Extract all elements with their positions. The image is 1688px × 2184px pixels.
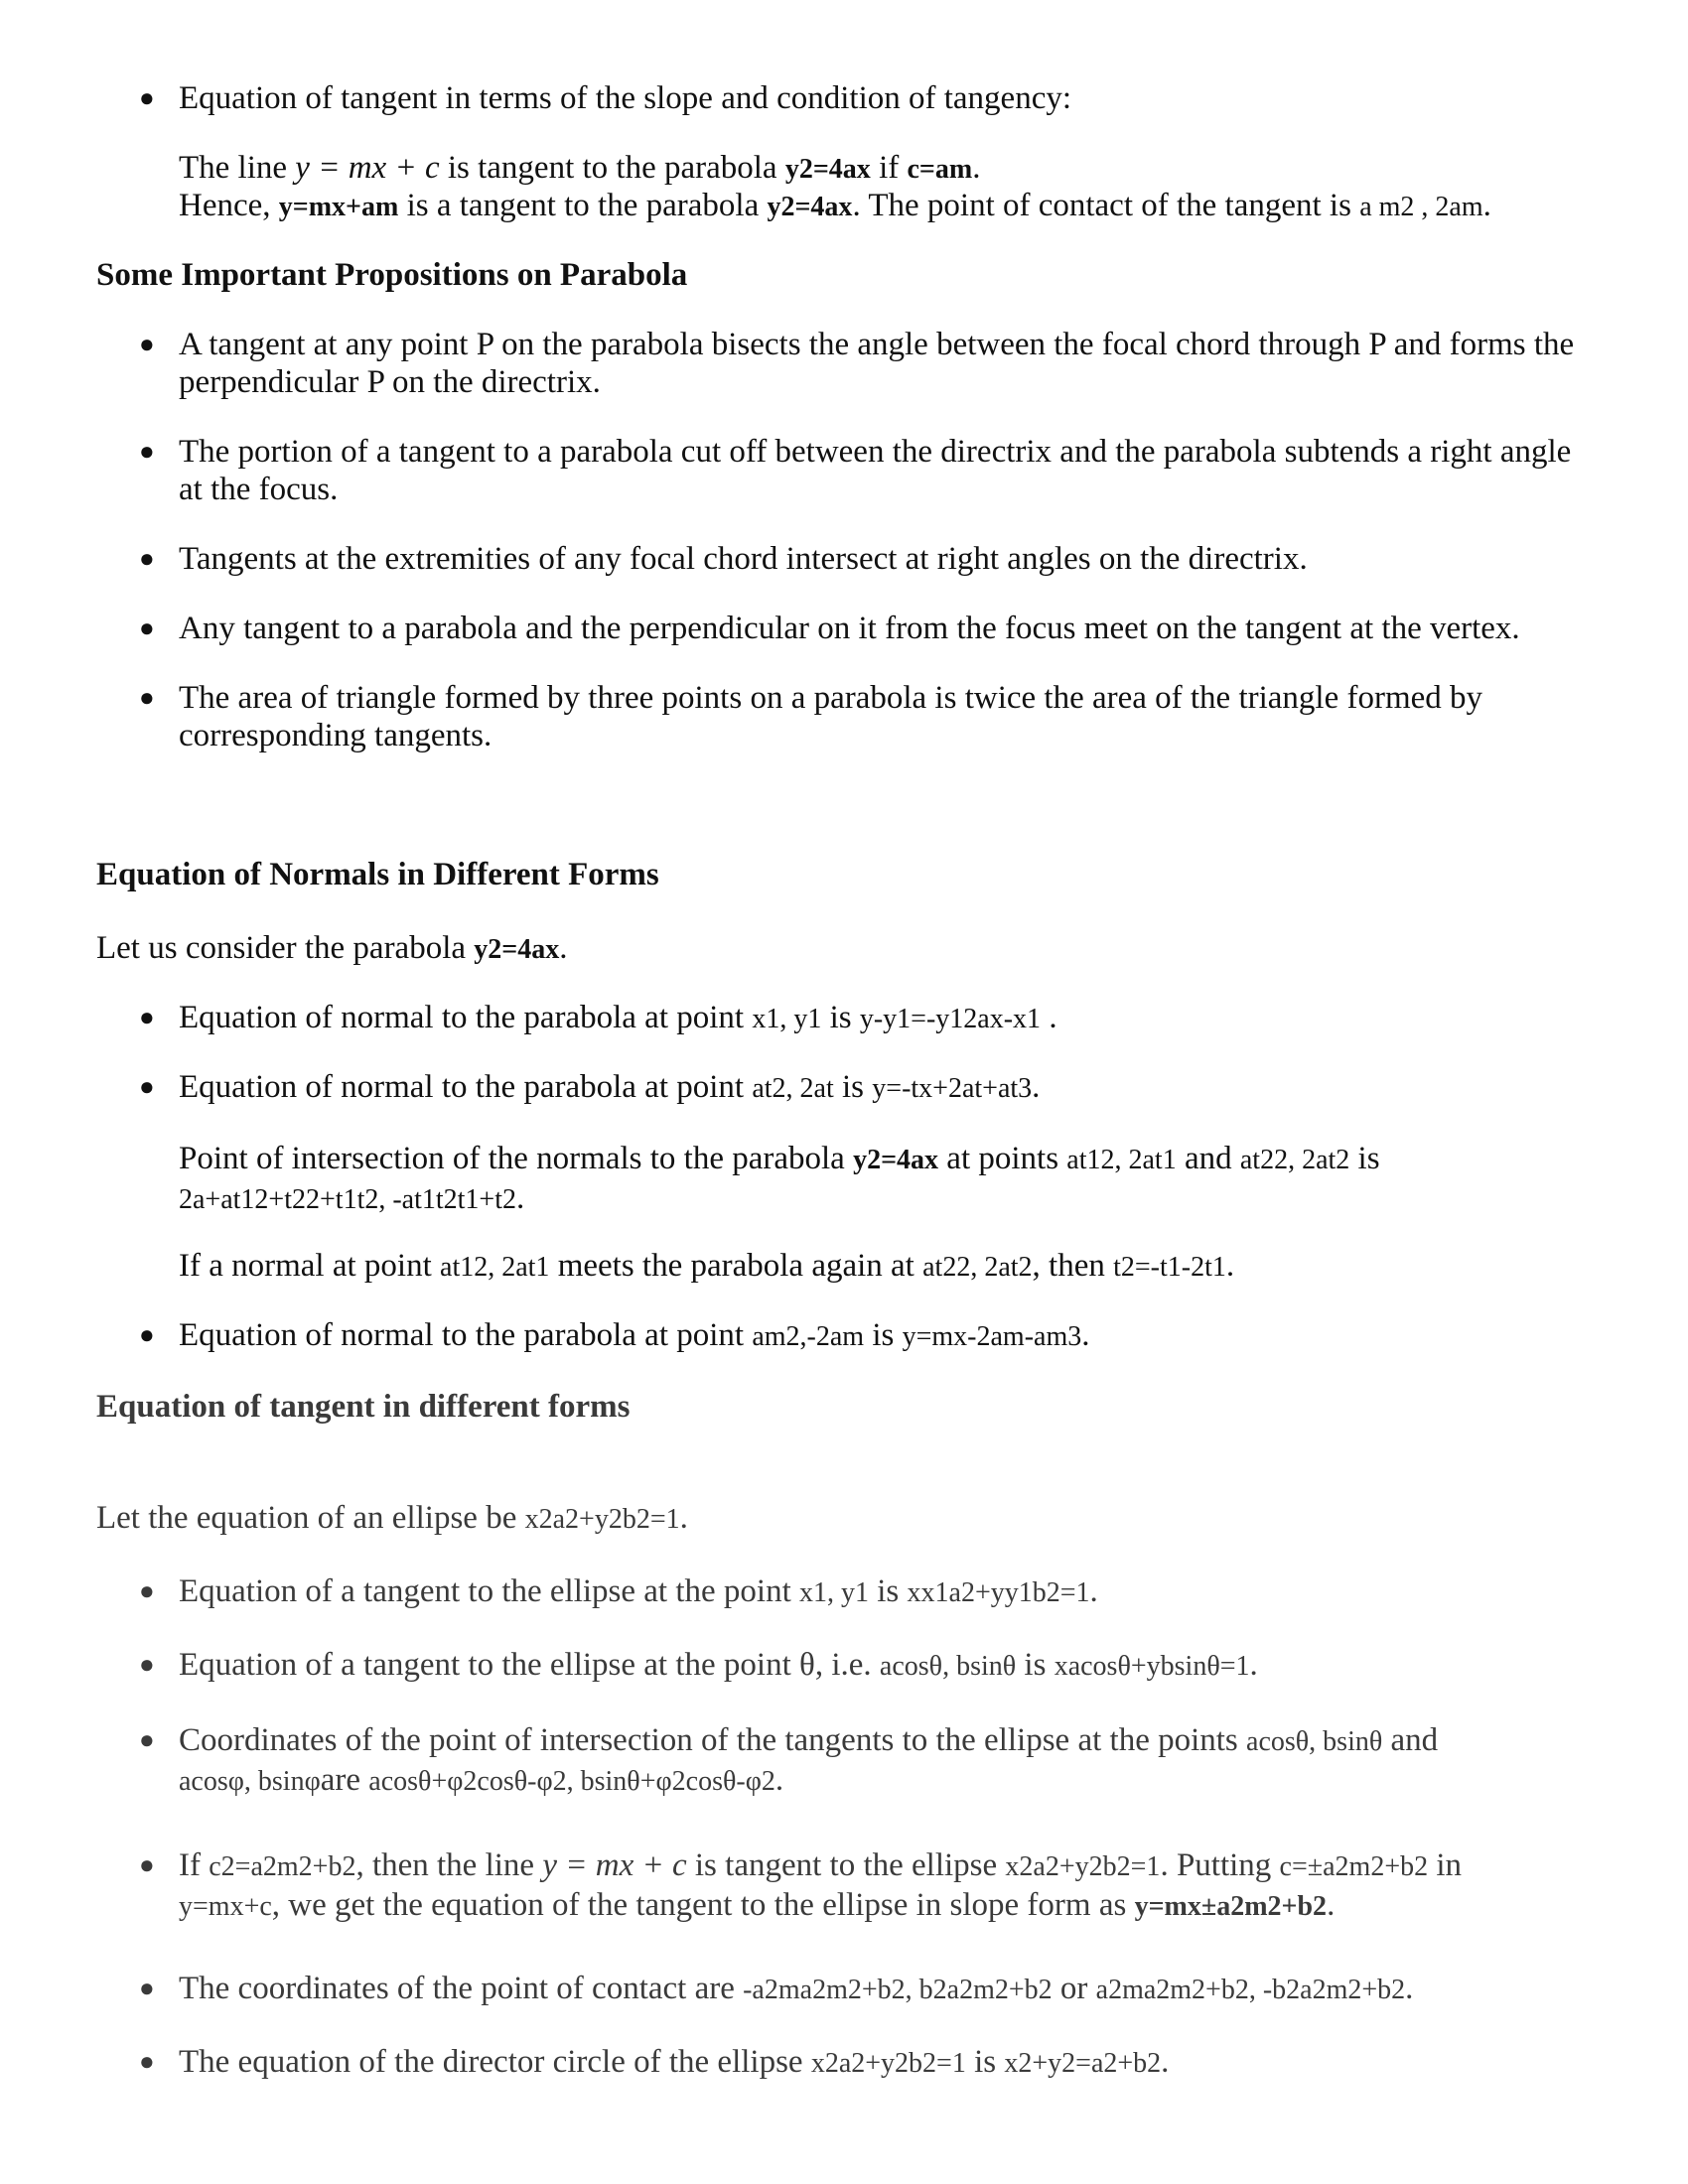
list-item-text: A tangent at any point P on the parabola bisects the angle between the focal chord through P and forms the perpendicular P on the directrix. <box>179 327 1575 400</box>
list-item-text: Coordinates of the point of intersection of the tangents to the ellipse at the points acosθ, bsinθ and acosφ, bsinφare acosθ+φ2cosθ-φ2, bsinθ+φ2cosθ-φ2. <box>179 1722 1439 1798</box>
math-expression: at12, 2at1 <box>440 1252 550 1283</box>
math-expression: y2=4ax <box>767 192 853 222</box>
bullet-icon: ● <box>139 330 155 358</box>
math-expression: 2a+at12+t22+t1t2, -at1t2t1+t2 <box>179 1184 517 1215</box>
list-item-text: The portion of a tangent to a parabola cut off between the directrix and the parabola subtends a right angle at the focus. <box>179 434 1572 507</box>
bullet-icon: ● <box>139 1974 155 2002</box>
math-expression: y = mx + c <box>295 150 440 186</box>
math-expression: a m2 , 2am <box>1359 192 1483 222</box>
section-heading: Some Important Propositions on Parabola <box>96 257 688 293</box>
bullet-icon: ● <box>139 83 155 112</box>
math-expression: at22, 2at2 <box>1239 1145 1350 1175</box>
bullet-icon: ● <box>139 544 155 573</box>
math-expression: am2,-2am <box>752 1321 865 1352</box>
list-item-text: Tangents at the extremities of any focal chord intersect at right angles on the directrix. <box>179 541 1308 577</box>
math-expression: y2=4ax <box>784 154 871 185</box>
bullet-icon: ● <box>139 1650 155 1679</box>
math-expression: xacosθ+ybsinθ=1 <box>1054 1651 1250 1682</box>
math-expression: y=mx±a2m2+b2 <box>1134 1891 1328 1922</box>
math-expression: x2a2+y2b2=1 <box>1005 1851 1161 1882</box>
bullet-icon: ● <box>139 1072 155 1101</box>
math-expression: x1, y1 <box>752 1004 822 1034</box>
document-page: ● Equation of tangent in terms of the slope and condition of tangency: The line y = mx + c is tangent to the parabola y2=4ax if c=am. Hence, y=mx+am is a tangent to the parabola y2=4ax. The point of contact of the tangent is a m2 , 2am. Some Important Propositions on Parabola ● A tangent at any point P on the parabola bisects the angle between the focal chord through P and forms the perpendicular P on the directrix. ● The portion of a tangent to a parabola cut off between the directrix and the parabola subtends a right angle at the focus. ● Tangents at the extremities of any focal chord intersect at right angles on the directrix. ● Any tangent to a parabola and the perpendicular on it from the focus meet on the tangent at the vertex. ● The area of triangle formed by three points on a parabola is twice the area of the triangle formed by corresponding tangents. Equation of Normals in Different Forms Let us consider the parabola y2=4ax. ● Equation of normal to the parabola at point x1, y1 is y-y1=-y12ax-x1 . ● Equation of normal to the parabola at point at2, 2at is y=-tx+2at+at3. Point of intersection of the normals to the parabola y2=4ax at points at12, 2at1 and at22, 2at2 is 2a+at12+t22+t1t2, -at1t2t1+t2. If a normal at point at12, 2at1 meets the parabola again at at22, 2at2, then t2=-t1-2t1. ● Equation of normal to the parabola at point am2,-2am is y=mx-2am-am3. Equation of tangent in different forms Let the equation of an ellipse be x2a2+y2b2=1. ● Equation of a tangent to the ellipse at the point x1, y1 is xx1a2+yy1b2=1. ● Equation of a tangent to the ellipse at the point θ, i.e. acosθ, bsinθ is xacosθ+ybsinθ=1. ● Coordinates of the point of intersection of the tangents to the ellipse at the points acosθ, bsinθ and acosφ, bsinφare acosθ+φ2cosθ-φ2, bsinθ+φ2cosθ-φ2. ● If c2=a2m2+b2, then the line y = mx + c is tangent to the ellipse x2a2+y2b2=1. Putting c=±a2m2+b2 in y=mx+c, we get the equation of the tangent to the ellipse in slope form as y=mx±a2m2+b2. ● The coordinates of the point of contact are -a2ma2m2+b2, b2a2m2+b2 or a2ma2m2+b2, -b2a2m2+b2. ● The equation of the director circle of the ellipse x2a2+y2b2=1 is x2+y2=a2+b2. <box>0 0 1688 2184</box>
bullet-icon: ● <box>139 614 155 642</box>
bullet-icon: ● <box>139 1850 155 1879</box>
list-item-text: Equation of normal to the parabola at point at2, 2at is y=-tx+2at+at3. <box>179 1069 1041 1105</box>
list-item-text: Equation of normal to the parabola at point x1, y1 is y-y1=-y12ax-x1 . <box>179 1000 1057 1035</box>
list-item-text: Equation of normal to the parabola at point am2,-2am is y=mx-2am-am3. <box>179 1317 1090 1353</box>
paragraph: Let us consider the parabola y2=4ax. <box>96 930 568 966</box>
math-expression: xx1a2+yy1b2=1 <box>907 1577 1090 1608</box>
bullet-icon: ● <box>139 1576 155 1605</box>
math-expression: t2=-t1-2t1 <box>1113 1252 1226 1283</box>
math-expression: y2=4ax <box>474 934 560 965</box>
list-item-text: The area of triangle formed by three points on a parabola is twice the area of the triangle formed by corresponding tangents. <box>179 680 1483 753</box>
list-item-text: The coordinates of the point of contact are -a2ma2m2+b2, b2a2m2+b2 or a2ma2m2+b2, -b2a2m2+b2. <box>179 1971 1414 2006</box>
bullet-icon: ● <box>139 2047 155 2076</box>
section-heading: Equation of tangent in different forms <box>96 1389 631 1425</box>
math-expression: acosθ+φ2cosθ-φ2, bsinθ+φ2cosθ-φ2 <box>368 1766 775 1797</box>
math-expression: y=mx+c <box>179 1891 272 1922</box>
math-expression: x2a2+y2b2=1 <box>810 2048 966 2079</box>
math-expression: at2, 2at <box>752 1073 834 1104</box>
math-expression: y = mx + c <box>542 1847 687 1883</box>
bullet-icon: ● <box>139 1320 155 1349</box>
math-expression: y=-tx+2at+at3 <box>872 1073 1033 1104</box>
math-expression: y=mx-2am-am3 <box>902 1321 1082 1352</box>
section-heading: Equation of Normals in Different Forms <box>96 857 659 892</box>
math-expression: c2=a2m2+b2 <box>209 1851 356 1882</box>
math-expression: a2ma2m2+b2, -b2a2m2+b2 <box>1095 1975 1406 2005</box>
math-expression: c=±a2m2+b2 <box>1279 1851 1429 1882</box>
math-expression: y-y1=-y12ax-x1 <box>859 1004 1042 1034</box>
bullet-icon: ● <box>139 437 155 466</box>
list-item-text: If c2=a2m2+b2, then the line y = mx + c is tangent to the ellipse x2a2+y2b2=1. Putting c=±a2m2+b2 in y=mx+c, we get the equation of the tangent to the ellipse in slope form as y=mx±a2m2+b2. <box>179 1847 1463 1923</box>
bullet-icon: ● <box>139 1003 155 1031</box>
math-expression: acosθ, bsinθ <box>1246 1726 1383 1757</box>
list-item-text: Equation of a tangent to the ellipse at the point θ, i.e. acosθ, bsinθ is xacosθ+ybsinθ=1. <box>179 1647 1258 1683</box>
math-expression: at22, 2at2 <box>922 1252 1033 1283</box>
math-expression: y=mx+am <box>278 192 399 222</box>
math-expression: at12, 2at1 <box>1066 1145 1177 1175</box>
bullet-icon: ● <box>139 683 155 712</box>
list-item-text: Any tangent to a parabola and the perpendicular on it from the focus meet on the tangent at the vertex. <box>179 611 1520 646</box>
math-expression: x1, y1 <box>799 1577 870 1608</box>
math-expression: y2=4ax <box>853 1145 939 1175</box>
math-expression: acosθ, bsinθ <box>879 1651 1017 1682</box>
math-expression: x2+y2=a2+b2 <box>1004 2048 1162 2079</box>
list-item-text: Equation of a tangent to the ellipse at the point x1, y1 is xx1a2+yy1b2=1. <box>179 1573 1098 1609</box>
math-expression: x2a2+y2b2=1 <box>524 1504 680 1535</box>
paragraph: Let the equation of an ellipse be x2a2+y2b2=1. <box>96 1500 688 1536</box>
math-expression: -a2ma2m2+b2, b2a2m2+b2 <box>743 1975 1053 2005</box>
list-item-text: The equation of the director circle of the ellipse x2a2+y2b2=1 is x2+y2=a2+b2. <box>179 2044 1170 2080</box>
math-expression: c=am <box>907 154 973 185</box>
math-expression: acosφ, bsinφ <box>179 1766 321 1797</box>
bullet-icon: ● <box>139 1725 155 1754</box>
list-item-text: Equation of tangent in terms of the slope and condition of tangency: <box>179 80 1072 116</box>
